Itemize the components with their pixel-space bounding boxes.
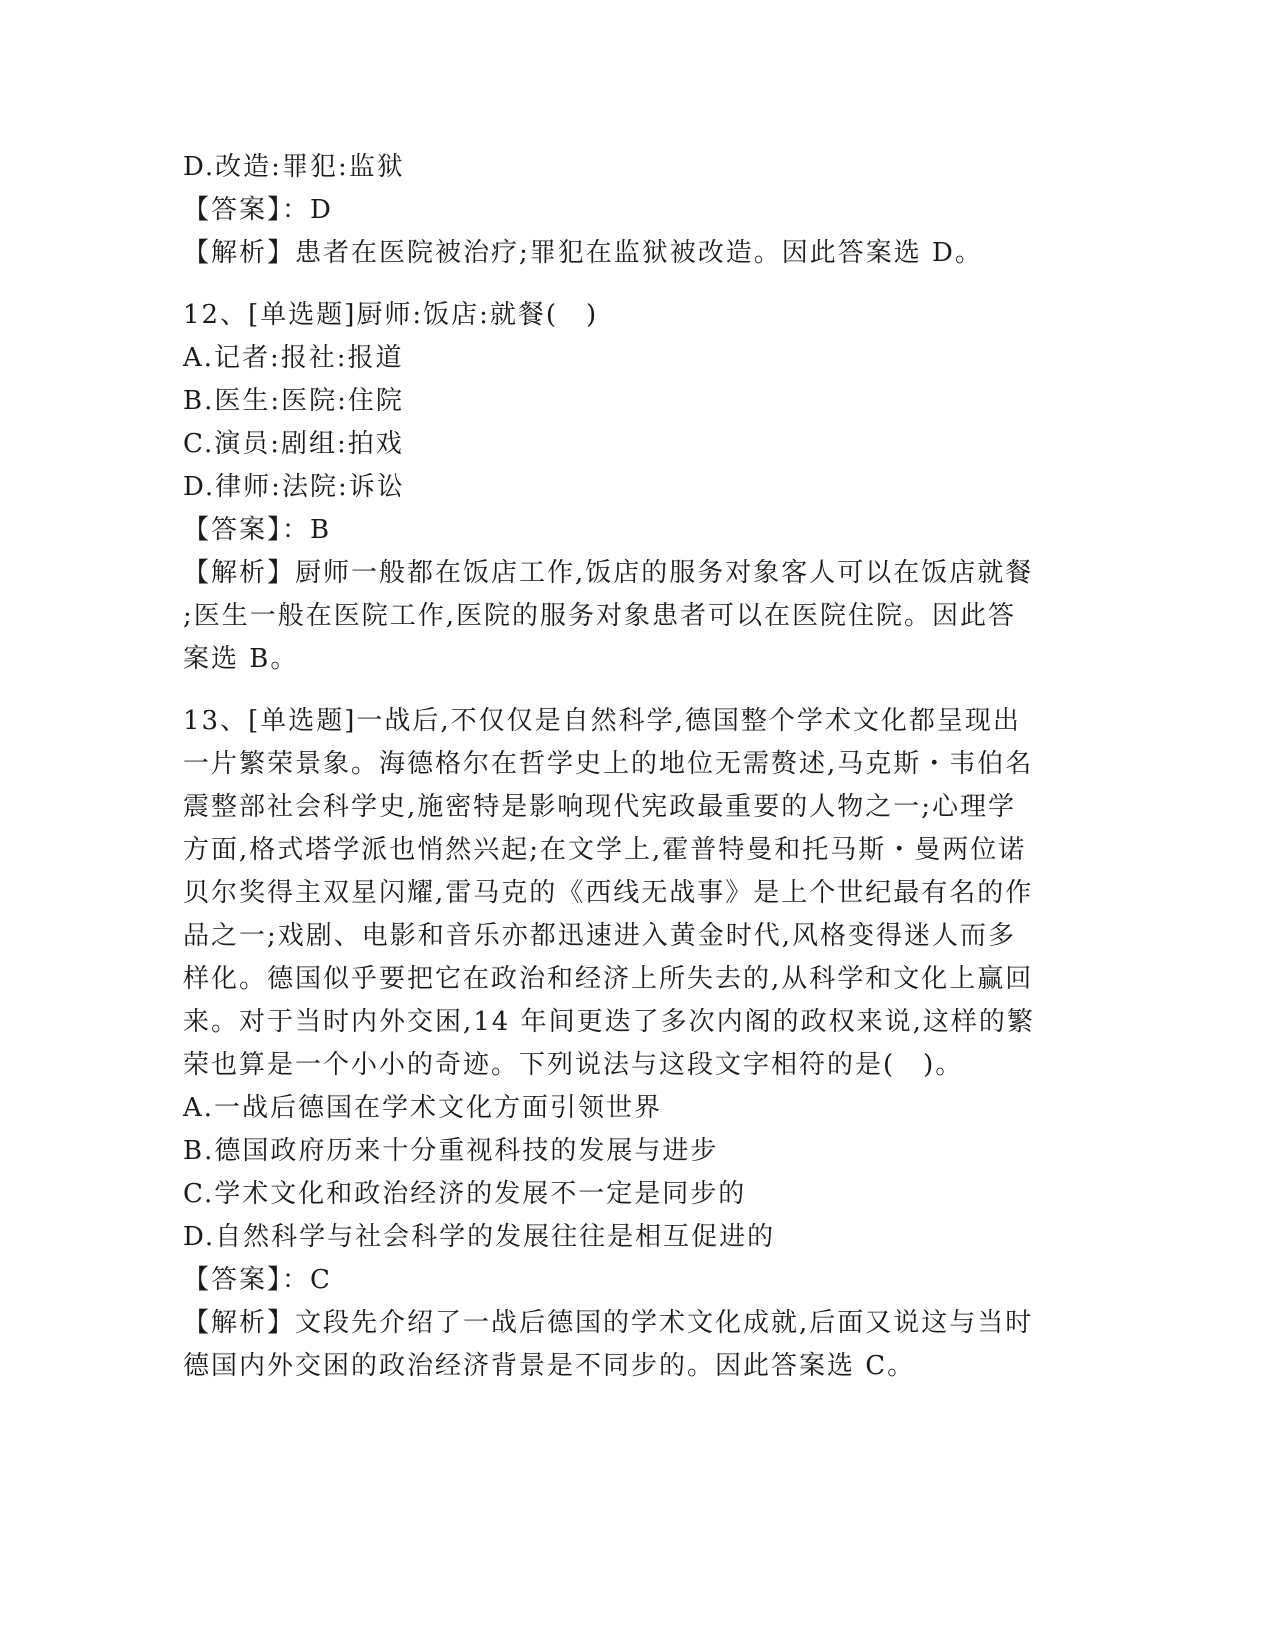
q12-analysis-line: 案选 B。 bbox=[183, 644, 299, 674]
q12-analysis-line: 【解析】厨师一般都在饭店工作,饭店的服务对象客人可以在饭店就餐 bbox=[183, 558, 1034, 588]
q12-option-a: A.记者:报社:报道 bbox=[183, 343, 404, 373]
prev-analysis: 【解析】患者在医院被治疗;罪犯在监狱被改造。因此答案选 D。 bbox=[183, 238, 983, 268]
q13-stem-line: 荣也算是一个小小的奇迹。下列说法与这段文字相符的是( )。 bbox=[183, 1050, 964, 1080]
q12-analysis-line: ;医生一般在医院工作,医院的服务对象患者可以在医院住院。因此答 bbox=[183, 601, 1017, 631]
q12-option-b: B.医生:医院:住院 bbox=[183, 386, 404, 416]
q13-analysis-line: 【解析】文段先介绍了一战后德国的学术文化成就,后面又说这与当时 bbox=[183, 1308, 1034, 1338]
q13-stem-line: 贝尔奖得主双星闪耀,雷马克的《西线无战事》是上个世纪最有名的作 bbox=[183, 878, 1034, 908]
q13-stem-line: 样化。德国似乎要把它在政治和经济上所失去的,从科学和文化上赢回 bbox=[183, 964, 1034, 994]
q12-stem: 12、[单选题]厨师:饭店:就餐( ) bbox=[183, 300, 599, 330]
q13-answer: 【答案】：C bbox=[183, 1265, 332, 1295]
q13-stem-line: 品之一;戏剧、电影和音乐亦都迅速进入黄金时代,风格变得迷人而多 bbox=[183, 921, 1017, 951]
spacer bbox=[183, 681, 1085, 700]
spacer bbox=[183, 275, 1085, 294]
q13-stem-line: 13、[单选题]一战后,不仅仅是自然科学,德国整个学术文化都呈现出 bbox=[183, 706, 1021, 736]
prev-answer: 【答案】：D bbox=[183, 195, 333, 225]
q13-option-d: D.自然科学与社会科学的发展往往是相互促进的 bbox=[183, 1222, 776, 1252]
q13-stem-line: 来。对于当时内外交困,14 年间更迭了多次内阁的政权来说,这样的繁 bbox=[183, 1007, 1035, 1037]
q12-answer: 【答案】：B bbox=[183, 515, 332, 545]
q13-analysis-line: 德国内外交困的政治经济背景是不同步的。因此答案选 C。 bbox=[183, 1351, 916, 1381]
q12-option-c: C.演员:剧组:拍戏 bbox=[183, 429, 404, 459]
document-page bbox=[183, 146, 1085, 1388]
q12-option-d: D.律师:法院:诉讼 bbox=[183, 472, 405, 502]
q13-option-b: B.德国政府历来十分重视科技的发展与进步 bbox=[183, 1136, 719, 1166]
q13-stem-line: 方面,格式塔学派也悄然兴起;在文学上,霍普特曼和托马斯・曼两位诺 bbox=[183, 835, 1027, 865]
q13-stem-line: 一片繁荣景象。海德格尔在哲学史上的地位无需赘述,马克斯・韦伯名 bbox=[183, 749, 1034, 779]
q13-option-c: C.学术文化和政治经济的发展不一定是同步的 bbox=[183, 1179, 747, 1209]
q13-option-a: A.一战后德国在学术文化方面引领世界 bbox=[183, 1093, 663, 1123]
prev-option-d: D.改造:罪犯:监狱 bbox=[183, 152, 405, 182]
q13-stem-line: 震整部社会科学史,施密特是影响现代宪政最重要的人物之一;心理学 bbox=[183, 792, 1017, 822]
